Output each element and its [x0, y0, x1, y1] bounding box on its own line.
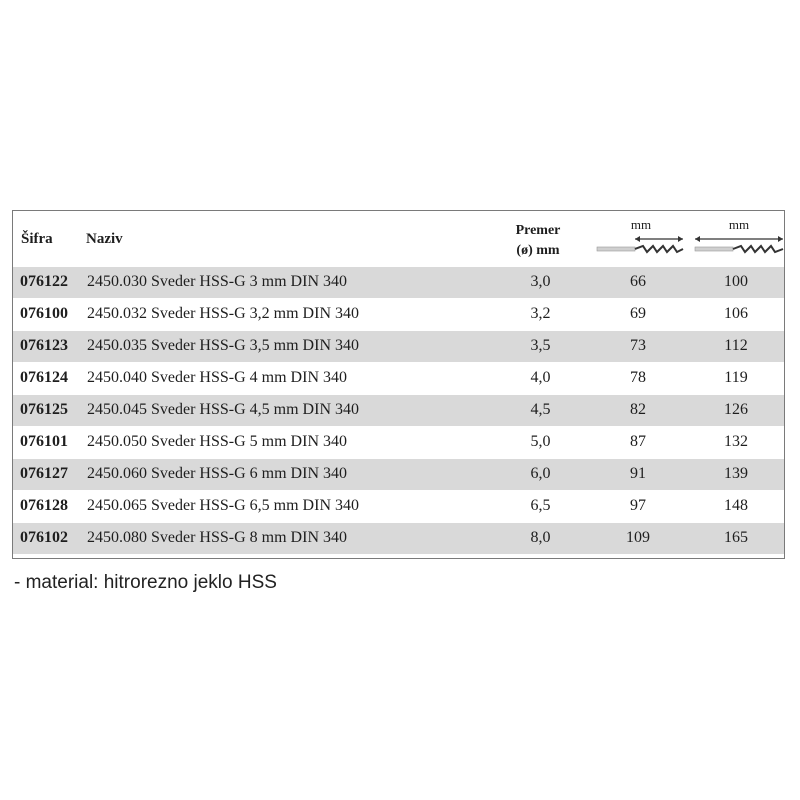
row-total-length: 165 [724, 529, 748, 546]
material-note: - material: hitrorezno jeklo HSS [14, 572, 277, 593]
header-total-length [693, 215, 785, 263]
header-diameter [483, 221, 593, 261]
row-name: 2450.032 Sveder HSS-G 3,2 mm DIN 340 [87, 305, 359, 322]
row-flute-length: 109 [626, 529, 650, 546]
header-name: Naziv [86, 231, 123, 247]
drill-total-length-icon [693, 233, 785, 259]
row-code: 076122 [20, 273, 68, 290]
row-code: 076128 [20, 497, 68, 514]
table-row [13, 331, 784, 362]
row-code: 076101 [20, 433, 68, 450]
row-diameter: 8,0 [530, 529, 551, 546]
header-diameter-unit: (ø) mm [516, 243, 560, 258]
row-code: 076125 [20, 401, 68, 418]
row-total-length: 148 [724, 497, 748, 514]
row-name: 2450.030 Sveder HSS-G 3 mm DIN 340 [87, 273, 347, 290]
row-diameter: 3,5 [530, 337, 551, 354]
row-name: 2450.035 Sveder HSS-G 3,5 mm DIN 340 [87, 337, 359, 354]
header-code: Šifra [21, 231, 53, 247]
header-diameter-label: Premer [515, 223, 561, 238]
table-row [13, 491, 784, 522]
row-diameter: 5,0 [530, 433, 551, 450]
product-table [12, 210, 785, 559]
row-code: 076124 [20, 369, 68, 386]
table-row [13, 427, 784, 458]
row-diameter: 3,2 [530, 305, 551, 322]
row-name: 2450.080 Sveder HSS-G 8 mm DIN 340 [87, 529, 347, 546]
row-flute-length: 82 [630, 401, 646, 418]
row-diameter: 6,5 [530, 497, 551, 514]
table-header [13, 211, 784, 267]
row-diameter: 3,0 [530, 273, 551, 290]
row-total-length: 132 [724, 433, 748, 450]
row-flute-length: 69 [630, 305, 646, 322]
row-name: 2450.045 Sveder HSS-G 4,5 mm DIN 340 [87, 401, 359, 418]
row-total-length: 119 [724, 369, 748, 386]
row-flute-length: 87 [630, 433, 646, 450]
table-row [13, 395, 784, 426]
row-code: 076127 [20, 465, 68, 482]
row-diameter: 6,0 [530, 465, 551, 482]
row-flute-length: 97 [630, 497, 646, 514]
row-name: 2450.065 Sveder HSS-G 6,5 mm DIN 340 [87, 497, 359, 514]
row-diameter: 4,0 [530, 369, 551, 386]
row-name: 2450.060 Sveder HSS-G 6 mm DIN 340 [87, 465, 347, 482]
table-row [13, 459, 784, 490]
row-flute-length: 91 [630, 465, 646, 482]
table-row [13, 523, 784, 554]
row-name: 2450.050 Sveder HSS-G 5 mm DIN 340 [87, 433, 347, 450]
row-diameter: 4,5 [530, 401, 551, 418]
row-total-length: 106 [724, 305, 748, 322]
header-flute-unit: mm [630, 217, 652, 232]
table-row [13, 299, 784, 330]
row-flute-length: 78 [630, 369, 646, 386]
header-total-unit: mm [728, 217, 750, 232]
header-flute-length [595, 215, 687, 263]
row-code: 076100 [20, 305, 68, 322]
table-row [13, 363, 784, 394]
row-total-length: 139 [724, 465, 748, 482]
row-total-length: 126 [724, 401, 748, 418]
row-name: 2450.040 Sveder HSS-G 4 mm DIN 340 [87, 369, 347, 386]
row-code: 076102 [20, 529, 68, 546]
drill-flute-length-icon [595, 233, 687, 259]
row-total-length: 112 [724, 337, 748, 354]
row-flute-length: 73 [630, 337, 646, 354]
row-code: 076123 [20, 337, 68, 354]
row-total-length: 100 [724, 273, 748, 290]
row-flute-length: 66 [630, 273, 646, 290]
table-row [13, 267, 784, 298]
